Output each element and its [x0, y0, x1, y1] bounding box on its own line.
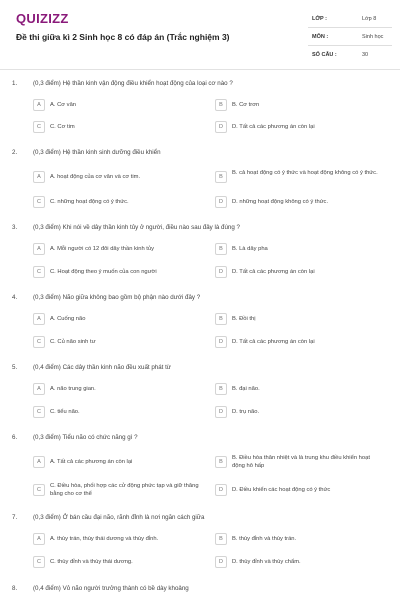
option-text: A. hoạt động của cơ vân và cơ tim.	[50, 174, 141, 180]
option-text: C. Cơ tim	[50, 124, 75, 130]
option-text: C. Hoạt động theo ý muốn của con người	[50, 269, 157, 275]
question-text: (0,3 điểm) Hệ thần kinh sinh dưỡng điều khiển	[33, 149, 161, 156]
option-text: D. Tất cả các phương án còn lại	[232, 339, 315, 345]
option-letter-box: D	[215, 336, 227, 348]
option-letter-box: A	[33, 383, 45, 395]
option-text: D. Điều khiển các hoạt động có ý thức	[232, 487, 331, 493]
option-letter-box: A	[33, 171, 45, 183]
option-text: A. Cơ vân	[50, 102, 77, 108]
question-number: 7.	[12, 514, 18, 521]
question-text: (0,3 điểm) Tiểu não có chức năng gì ?	[33, 434, 138, 441]
meta-value: Sinh học	[362, 34, 384, 40]
option-text: A. Mỗi người có 12 đôi dây thần kinh tủy	[50, 246, 155, 252]
option-letter-box: B	[215, 456, 227, 468]
option-letter-box: A	[33, 313, 45, 325]
option-letter-box: A	[33, 243, 45, 255]
question-number: 6.	[12, 434, 18, 441]
option-text: C. thùy đỉnh và thùy thái dương.	[50, 559, 133, 565]
meta-row-subject	[308, 28, 392, 46]
option-text: D. Tất cả các phương án còn lại	[232, 124, 315, 130]
question-number: 1.	[12, 80, 18, 87]
option-text: D. trụ não.	[232, 409, 260, 415]
option-letter-box: B	[215, 383, 227, 395]
question-text: (0,3 điểm) Hệ thần kinh vận động điều khiển hoạt động của loại cơ nào ?	[33, 80, 233, 87]
meta-value: Lớp 8	[362, 16, 377, 22]
option-text: B. Đồi thị	[232, 316, 256, 322]
option-letter-box: B	[215, 533, 227, 545]
option-text: B. Là dây pha	[232, 246, 268, 252]
option-letter-box: D	[215, 196, 227, 208]
option-letter-box: A	[33, 533, 45, 545]
question-number: 3.	[12, 224, 18, 231]
option-letter-box: D	[215, 406, 227, 418]
option-text: A. não trung gian.	[50, 386, 96, 392]
question-text: (0,4 điểm) Các dây thần kinh não đều xuất phát từ	[33, 364, 171, 371]
question-text: (0,3 điểm) Não giữa không bao gồm bộ phận nào dưới đây ?	[33, 294, 201, 301]
question-text: (0,3 điểm) Khi nói về dây thần kinh tủy ở người, điều nào sau đây là đúng ?	[33, 224, 240, 231]
meta-value: 30	[362, 52, 369, 58]
option-letter-box: C	[33, 336, 45, 348]
question-text: (0,4 điểm) Vỏ não người trưởng thành có bề dày khoảng	[33, 585, 189, 592]
option-text: B. thùy đỉnh và thùy trán.	[232, 536, 297, 542]
option-letter-box: C	[33, 121, 45, 133]
question-number: 8.	[12, 585, 18, 592]
option-letter-box: D	[215, 484, 227, 496]
option-text: B. Cơ trơn	[232, 102, 260, 108]
option-text: C. tiểu não.	[50, 409, 80, 415]
option-text: B. Điều hòa thân nhiệt và là trung khu điều khiển hoạt động hô hấp	[232, 455, 370, 469]
option-text: A. Cuống não	[50, 316, 86, 322]
option-letter-box: B	[215, 313, 227, 325]
meta-key: LỚP :	[312, 16, 327, 22]
worksheet-header	[0, 0, 400, 70]
option-letter-box: C	[33, 196, 45, 208]
question-number: 2.	[12, 149, 18, 156]
option-text: C. những hoạt động có ý thức.	[50, 199, 129, 205]
option-letter-box: C	[33, 406, 45, 418]
meta-row-count	[308, 46, 392, 64]
page-title: Đề thi giữa kì 2 Sinh học 8 có đáp án (Trắc nghiệm 3)	[16, 32, 230, 42]
option-text: B. cả hoạt động có ý thức và hoạt động không có ý thức.	[232, 170, 378, 176]
option-letter-box: A	[33, 456, 45, 468]
question-number: 4.	[12, 294, 18, 301]
option-text: D. những hoạt động không có ý thức.	[232, 199, 329, 205]
option-letter-box: B	[215, 171, 227, 183]
option-text: D. thùy đỉnh và thùy chẩm.	[232, 559, 301, 565]
option-text: D. Tất cả các phương án còn lại	[232, 269, 315, 275]
option-text: A. thùy trán, thùy thái dương và thùy đỉnh.	[50, 536, 159, 542]
option-letter-box: C	[33, 266, 45, 278]
option-text: A. Tất cả các phương án còn lại	[50, 459, 133, 465]
option-letter-box: B	[215, 243, 227, 255]
option-letter-box: D	[215, 121, 227, 133]
meta-key: SỐ CÂU :	[312, 52, 337, 58]
option-letter-box: D	[215, 266, 227, 278]
option-letter-box: C	[33, 556, 45, 568]
option-letter-box: B	[215, 99, 227, 111]
option-text: C. Điều hòa, phối hợp các cử động phức tạp và giữ thăng bằng cho cơ thể	[50, 483, 199, 497]
question-number: 5.	[12, 364, 18, 371]
option-letter-box: A	[33, 99, 45, 111]
option-text: C. Củ não sinh tư	[50, 339, 96, 345]
quizizz-logo: QUIZIZZ	[16, 11, 69, 26]
option-letter-box: C	[33, 484, 45, 496]
question-text: (0,3 điểm) Ở bán cầu đại não, rãnh đỉnh là nơi ngăn cách giữa	[33, 514, 205, 521]
meta-row-class	[308, 10, 392, 28]
option-letter-box: D	[215, 556, 227, 568]
option-text: B. đại não.	[232, 386, 260, 392]
meta-table	[308, 10, 392, 64]
meta-key: MÔN :	[312, 34, 329, 40]
